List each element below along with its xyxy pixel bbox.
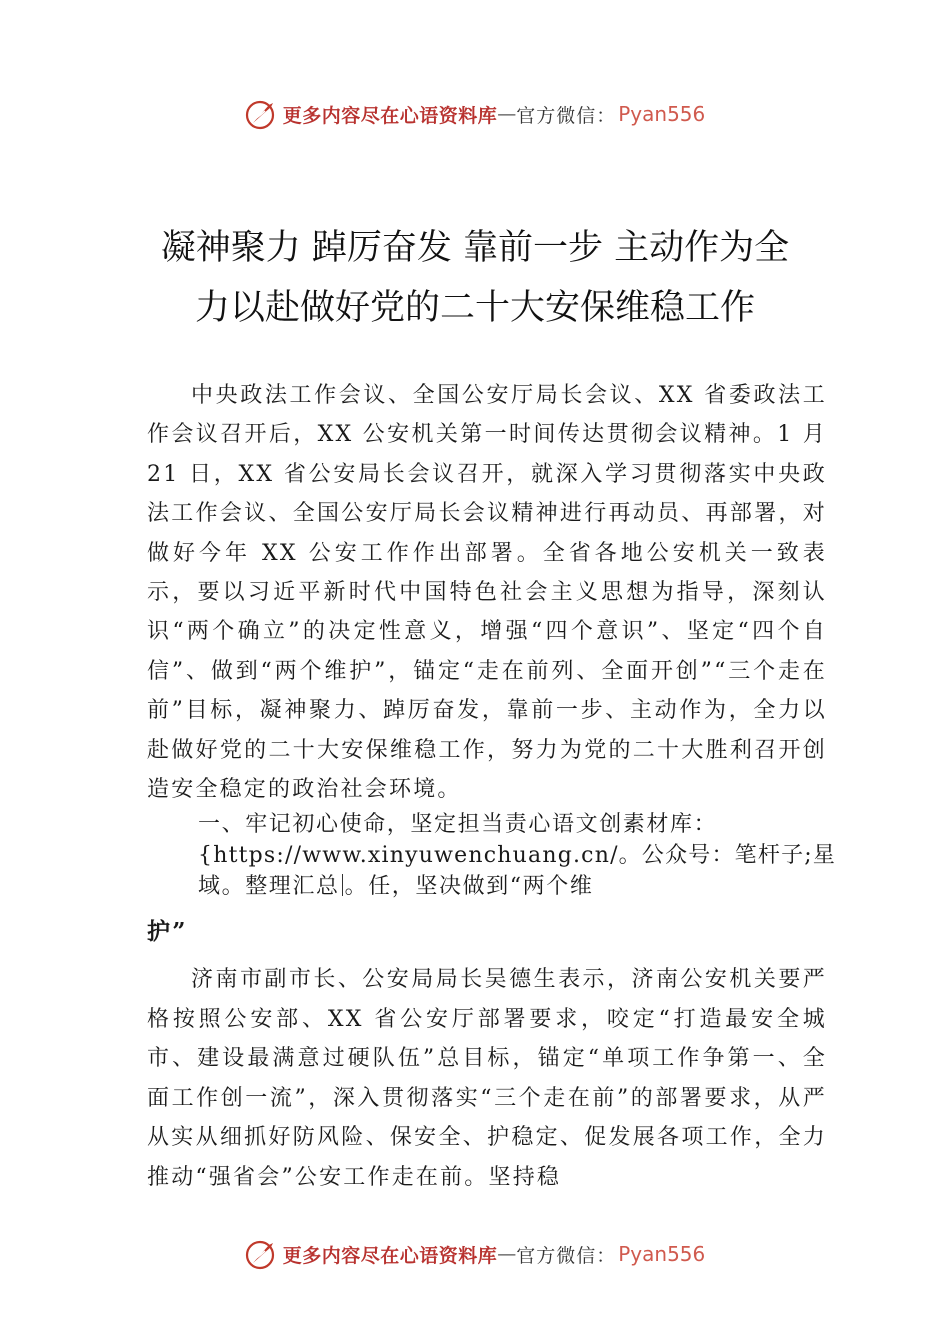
banner-separator: — xyxy=(497,103,517,125)
quill-logo-icon xyxy=(245,1237,279,1271)
section-heading-line-3 xyxy=(198,871,827,902)
paragraph-1: 中央政法工作会议、全国公安厅局长会议、XX 省委政法工作会议召开后，XX 公安机关第一时间传达贯彻会议精神。1 月 21 日，XX 省公安局长会议召开，就深入学习贯彻落实中央政法工作会议、全国公安厅局长会议精神进行再动员、再部署，对做好今年 XX 公安工作作出部署。全省各地公安机关一致表示，要以习近平新时代中国特色社会主义思想为指导，深刻认识“两个确立”的决定性意义，增强“四个意识”、坚定“四个自信”、做到“两个维护”，锚定“走在前列、全面开创”“三个走在前”目标，凝神聚力、踔厉奋发，靠前一步、主动作为，全力以赴做好党的二十大安保维稳工作，努力为党的二十大胜利召开创造安全稳定的政治社会环境。 xyxy=(147,383,827,803)
title-line-2: 力以赴做好党的二十大安保维稳工作 xyxy=(194,288,755,328)
banner-wechat-id: Pyan556 xyxy=(618,102,706,126)
section-heading xyxy=(147,809,837,902)
header-banner xyxy=(0,94,950,134)
section-heading-line-3a: 域。整理汇总 xyxy=(198,874,340,900)
section-heading-line-3b: 。任，坚决做到“两个维 xyxy=(344,874,594,900)
paragraph-2: 济南市副市长、公安局局长吴德生表示，济南公安机关要严格按照公安部、XX 省公安厅部署要求，咬定“打造最安全城市、建设最满意过硬队伍”总目标，锚定“单项工作争第一、全面工作创一流”，深入贯彻落实“三个走在前”的部署要求，从严从实从细抓好防风险、保安全、护稳定、促发展各项工作，全力推动“强省会”公安工作走在前。坚持稳 xyxy=(147,967,827,1190)
footer-banner xyxy=(0,1234,950,1274)
document-body xyxy=(147,376,837,1197)
section-heading-line-2: {https://www.xinyuwenchuang.cn/。公众号：笔杆子;星 xyxy=(198,843,837,869)
banner-wechat-label: 官方微信： xyxy=(516,1244,617,1267)
banner-wechat-id: Pyan556 xyxy=(618,1242,706,1266)
banner-text: 更多内容尽在心语资料库 xyxy=(282,1244,498,1267)
banner-separator: — xyxy=(497,1243,517,1265)
section-heading-tail: 护” xyxy=(147,918,188,946)
banner-text: 更多内容尽在心语资料库 xyxy=(282,104,498,127)
title-line-1: 凝神聚力 踔厉奋发 靠前一步 主动作为全 xyxy=(160,228,790,268)
quill-logo-icon xyxy=(245,97,279,131)
banner-wechat-label: 官方微信： xyxy=(516,104,617,127)
section-heading-line-1: 一、牢记初心使命，坚定担当责心语文创素材库： xyxy=(198,812,718,838)
document-title xyxy=(130,218,820,338)
text-cursor xyxy=(342,874,343,896)
